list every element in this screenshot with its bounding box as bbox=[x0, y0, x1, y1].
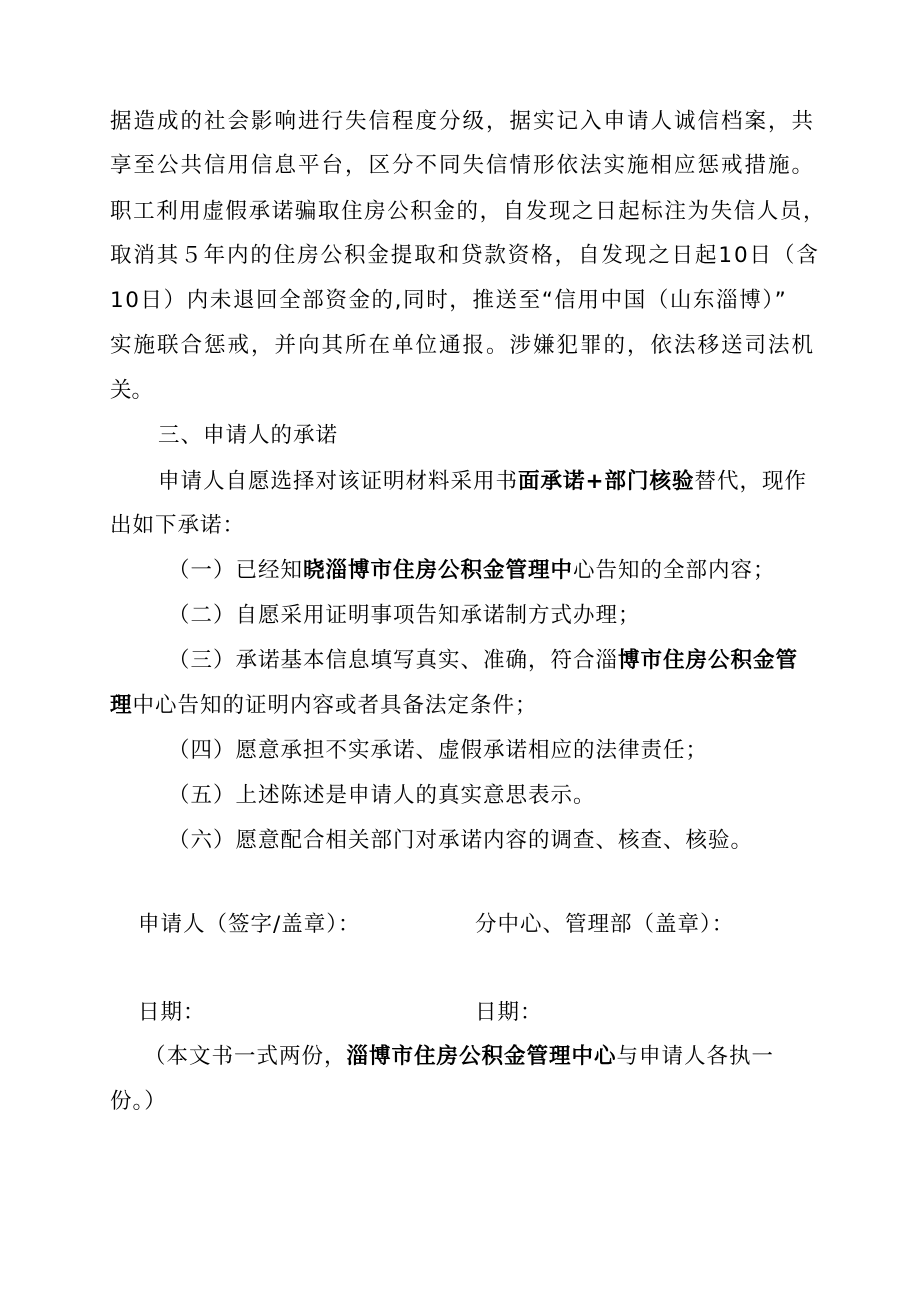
section3-intro-line-1 bbox=[158, 467, 807, 497]
item1-text-b: 心告知的全部内容； bbox=[573, 558, 776, 583]
commitment-item-3 bbox=[168, 646, 798, 676]
penalty-line-7: 关。 bbox=[110, 378, 154, 403]
item1-text-bold: 晓淄博市住房公积金管理中 bbox=[303, 558, 574, 583]
commitment-item-4: （四）愿意承担不实承诺、虚假承诺相应的法律责任； bbox=[168, 738, 709, 763]
commitment-item-5: （五）上述陈述是申请人的真实意思表示。 bbox=[168, 783, 596, 808]
penalty-line-1: 据造成的社会影响进行失信程度分级，据实记入申请人诚信档案，共 bbox=[110, 109, 816, 134]
item3-text-bold: 博市住房公积金管 bbox=[618, 648, 799, 673]
item1-text-a: （一）已经知 bbox=[168, 558, 304, 583]
footer-note-line-1 bbox=[144, 1042, 774, 1072]
commitment-item-6: （六）愿意配合相关部门对承诺内容的调查、核查、核验。 bbox=[168, 828, 754, 853]
footer-text-a: （本文书一式两份， bbox=[144, 1044, 347, 1069]
applicant-date-label: 日期： bbox=[138, 1000, 206, 1025]
commitment-item-3-cont bbox=[110, 691, 538, 721]
footer-note-line-2: 份。） bbox=[110, 1089, 167, 1114]
penalty-line-5: 10日）内未退回全部资金的,同时，推送至“信用中国（山东淄博）” bbox=[110, 288, 788, 313]
item3-text-a: （三）承诺基本信息填写真实、准确，符合淄 bbox=[168, 648, 619, 673]
intro-text-b: 替代，现作 bbox=[694, 469, 808, 494]
section3-intro-line-2: 出如下承诺： bbox=[110, 513, 246, 538]
footer-text-bold: 淄博市住房公积金管理中心 bbox=[346, 1044, 617, 1069]
penalty-line-3: 职工利用虚假承诺骗取住房公积金的，自发现之日起标注为失信人员， bbox=[110, 199, 827, 224]
commitment-item-1 bbox=[168, 556, 776, 586]
commitment-item-2: （二）自愿采用证明事项告知承诺制方式办理； bbox=[168, 603, 641, 628]
intro-text-bold: 面承诺+部门核验 bbox=[518, 469, 695, 494]
center-date-label: 日期： bbox=[475, 1000, 543, 1025]
section3-heading: 三、申请人的承诺 bbox=[158, 423, 339, 448]
footer-text-b: 与申请人各执一 bbox=[616, 1044, 775, 1069]
penalty-line-4: 取消其５年内的住房公积金提取和贷款资格，自发现之日起10日（含 bbox=[110, 243, 820, 268]
item3-cont-text: 中心告知的证明内容或者具备法定条件； bbox=[132, 693, 538, 718]
center-seal-label: 分中心、管理部（盖章）： bbox=[475, 912, 735, 937]
item3-cont-bold: 理 bbox=[110, 693, 133, 718]
penalty-line-2: 享至公共信用信息平台，区分不同失信情形依法实施相应惩戒措施。 bbox=[110, 153, 816, 178]
applicant-signature-label: 申请人（签字/盖章）： bbox=[138, 912, 361, 937]
penalty-line-6: 实施联合惩戒，并向其所在单位通报。涉嫌犯罪的，依法移送司法机 bbox=[110, 333, 816, 358]
intro-text-a: 申请人自愿选择对该证明材料采用书 bbox=[158, 469, 519, 494]
